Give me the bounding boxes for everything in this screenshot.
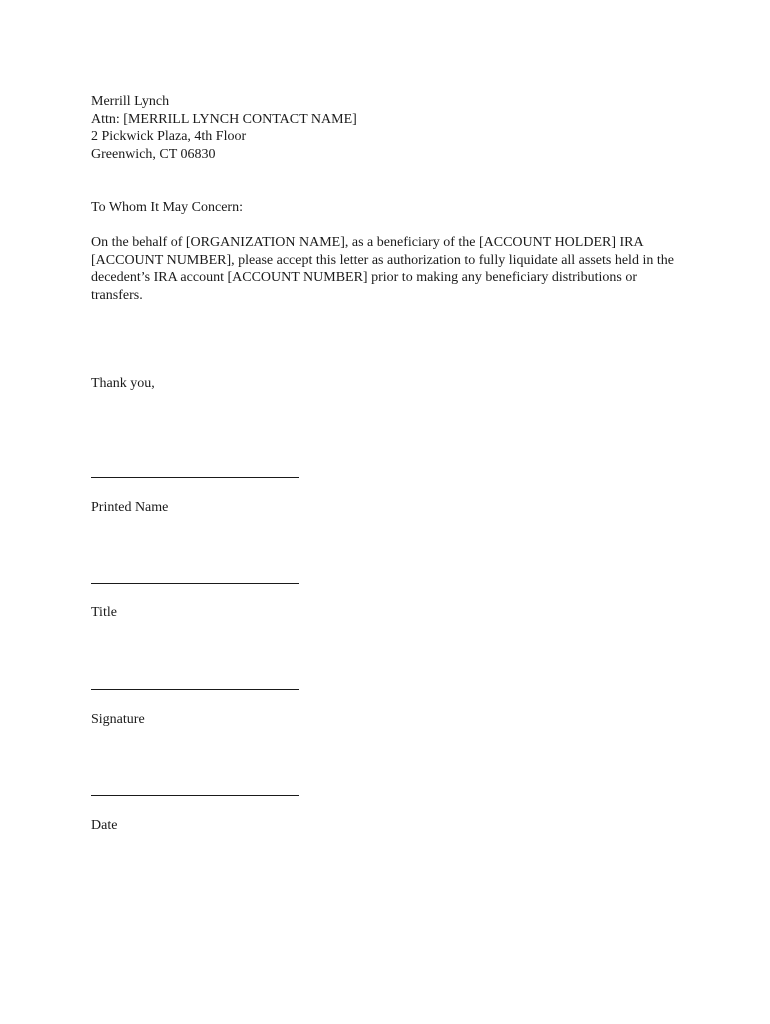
date-label: Date bbox=[91, 818, 118, 833]
date-line bbox=[91, 795, 299, 796]
printed-name-label: Printed Name bbox=[91, 500, 169, 515]
address-line-2: Attn: [MERRILL LYNCH CONTACT NAME] bbox=[91, 111, 357, 127]
address-line-4: Greenwich, CT 06830 bbox=[91, 146, 216, 162]
address-line-3: 2 Pickwick Plaza, 4th Floor bbox=[91, 129, 247, 145]
closing: Thank you, bbox=[91, 376, 155, 391]
address-line-1: Merrill Lynch bbox=[91, 94, 170, 109]
salutation: To Whom It May Concern: bbox=[91, 200, 243, 215]
printed-name-line bbox=[91, 477, 299, 478]
recipient-address bbox=[91, 93, 691, 163]
title-line bbox=[91, 583, 299, 584]
signature-line bbox=[91, 689, 299, 690]
signature-label: Signature bbox=[91, 712, 145, 727]
title-label: Title bbox=[91, 605, 117, 620]
letter-body: On the behalf of [ORGANIZATION NAME], as a beneficiary of the [ACCOUNT HOLDER] IRA [ACCOUNT NUMBER], please accept this letter as authorization to fully liquidate all assets held in the decedent’s IRA account [ACCOUNT NUMBER] prior to making any beneficiary distributions or transfers. bbox=[91, 235, 674, 303]
